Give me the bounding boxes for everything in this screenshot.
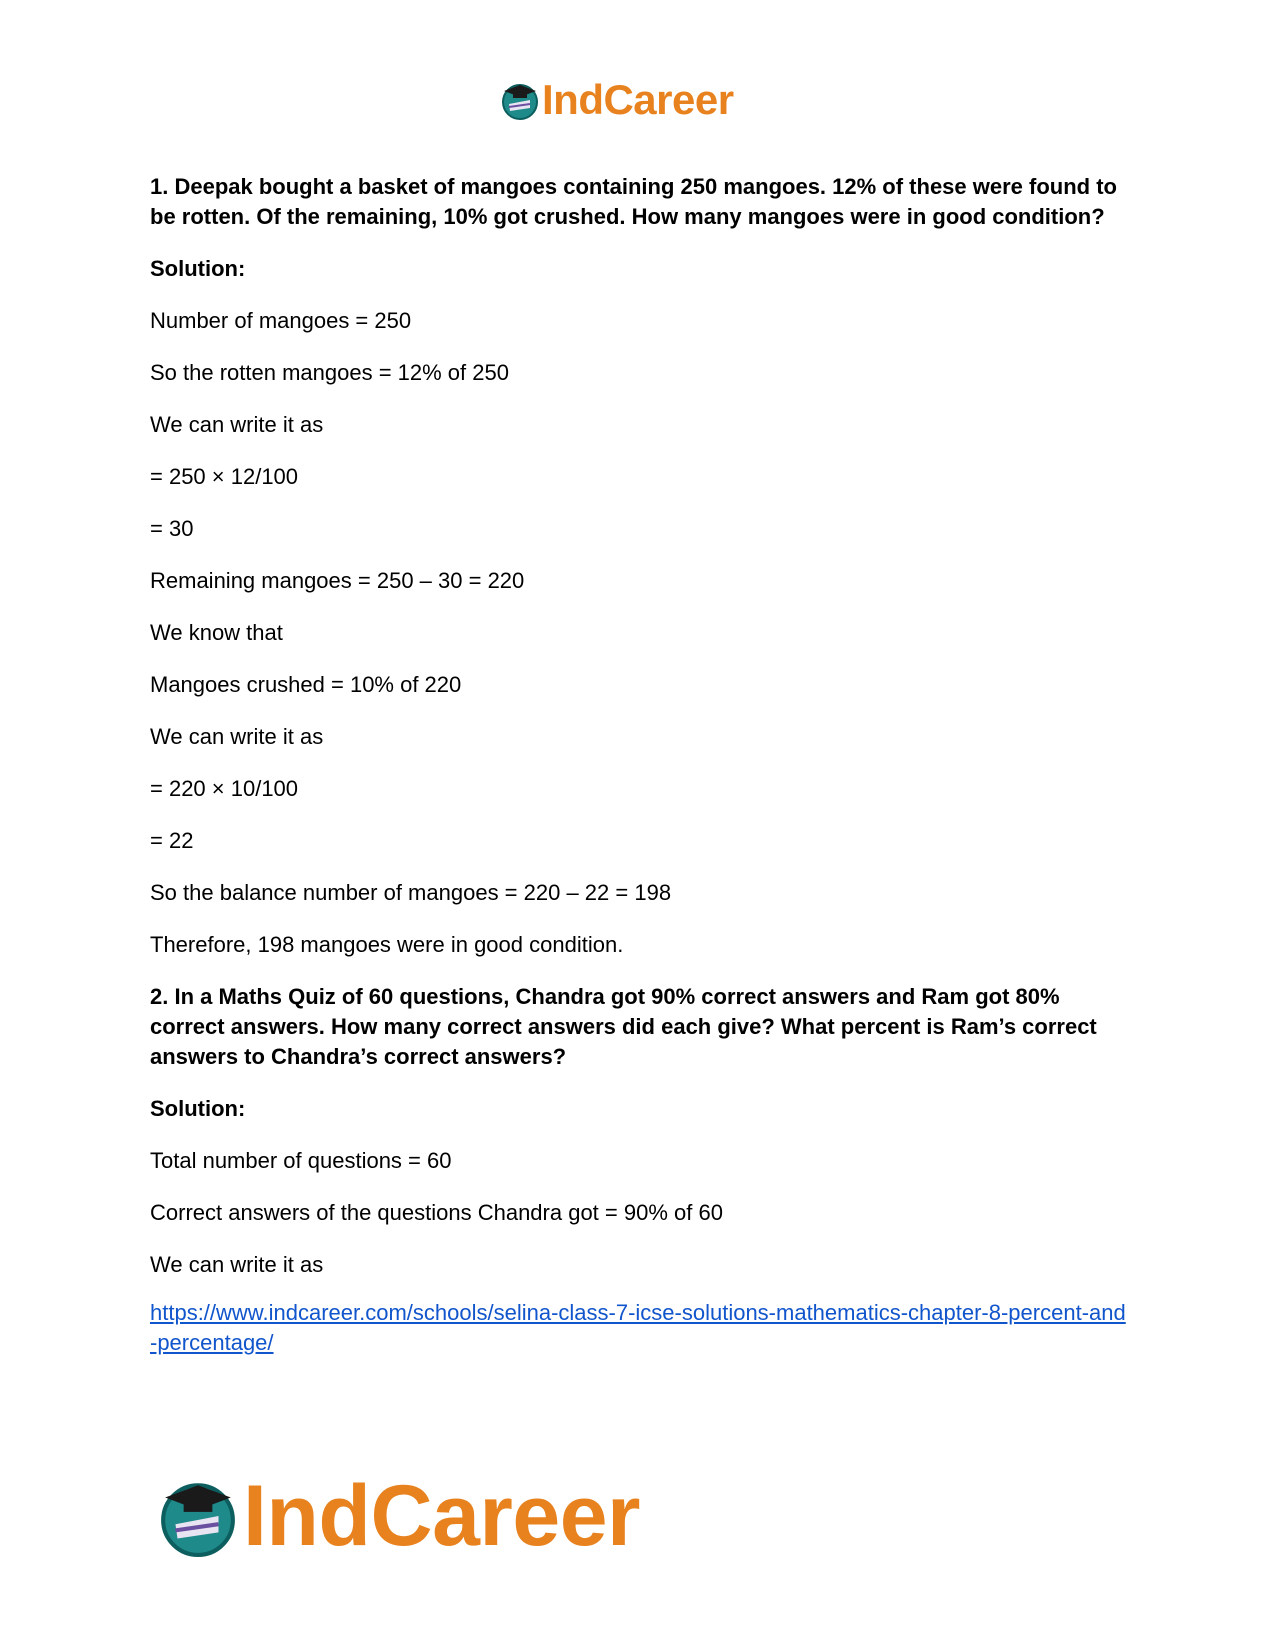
graduation-cap-globe-icon (157, 1475, 239, 1557)
brand-name: IndCareer (542, 76, 734, 123)
solution-label-1: Solution: (150, 256, 246, 281)
page-content (150, 172, 1130, 1358)
solution-line: = 30 (150, 516, 194, 541)
footer-logo (157, 1467, 640, 1564)
solution-label-2: Solution: (150, 1096, 246, 1121)
solution-line: Remaining mangoes = 250 – 30 = 220 (150, 568, 525, 593)
solution-line: We can write it as (150, 1252, 324, 1277)
solution-line: Correct answers of the questions Chandra got = 90% of 60 (150, 1200, 723, 1225)
solution-line: So the balance number of mangoes = 220 – 22 = 198 (150, 880, 672, 905)
solution-line: So the rotten mangoes = 12% of 250 (150, 360, 509, 385)
solution-line: Total number of questions = 60 (150, 1148, 452, 1173)
source-link[interactable]: https://www.indcareer.com/schools/selina-class-7-icse-solutions-mathematics-chapter-8-percent-and-percentage/ (150, 1300, 1126, 1355)
solution-line: = 250 × 12/100 (150, 464, 299, 489)
solution-line: We can write it as (150, 412, 324, 437)
solution-line: Number of mangoes = 250 (150, 308, 412, 333)
solution-line: = 220 × 10/100 (150, 776, 299, 801)
question-1: 1. Deepak bought a basket of mangoes containing 250 mangoes. 12% of these were found to be rotten. Of the remaining, 10% got crushed. How many mangoes were in good condition? (150, 174, 1117, 229)
solution-line: Mangoes crushed = 10% of 220 (150, 672, 462, 697)
solution-line: We can write it as (150, 724, 324, 749)
graduation-cap-globe-icon (500, 80, 540, 120)
header-logo (500, 76, 734, 124)
question-2: 2. In a Maths Quiz of 60 questions, Chandra got 90% correct answers and Ram got 80% correct answers. How many correct answers did each give? What percent is Ram’s correct answers to Chandra’s correct answers? (150, 984, 1097, 1069)
solution-line: We know that (150, 620, 283, 645)
solution-line: = 22 (150, 828, 194, 853)
brand-name: IndCareer (243, 1467, 640, 1564)
solution-line: Therefore, 198 mangoes were in good condition. (150, 932, 624, 957)
